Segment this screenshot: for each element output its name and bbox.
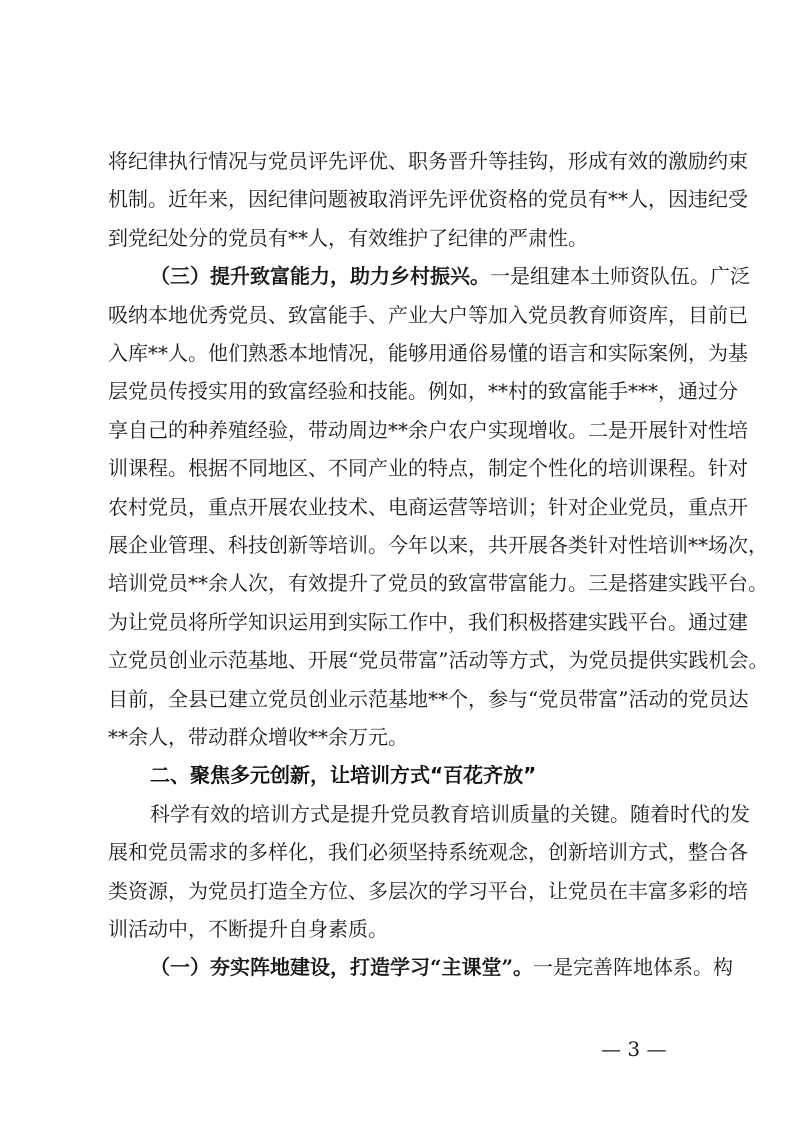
paragraph-line: 机制。近年来，因纪律问题被取消评先评优资格的党员有**人，因违纪受 xyxy=(108,187,748,211)
subsection-lead-line xyxy=(150,261,750,291)
paragraph-text: 一是组建本土师资队伍。广泛 xyxy=(490,264,750,288)
paragraph-line: 层党员传授实用的致富经验和技能。例如，**村的致富能手***，通过分 xyxy=(108,379,738,403)
paragraph-line: 展和党员需求的多样化，我们必须坚持系统观念，创新培训方式，整合各 xyxy=(108,840,748,864)
subsection-lead-line xyxy=(150,952,734,982)
subsection-title: （三）提升致富能力，助力乡村振兴。 xyxy=(150,264,490,288)
paragraph-line: 类资源，为党员打造全方位、多层次的学习平台，让党员在丰富多彩的培 xyxy=(108,879,748,903)
paragraph-line: 入库**人。他们熟悉本地情况，能够用通俗易懂的语言和实际案例，为基 xyxy=(108,341,748,365)
paragraph-line: 吸纳本地优秀党员、致富能手、产业大户等加入党员教育师资库，目前已 xyxy=(108,303,748,327)
paragraph-line: 培训党员**余人次，有效提升了党员的致富带富能力。三是搭建实践平台。 xyxy=(108,571,768,595)
paragraph-line: 训活动中，不断提升自身素质。 xyxy=(108,917,388,941)
paragraph-line: 目前，全县已建立党员创业示范基地**个，参与“党员带富”活动的党员达 xyxy=(108,687,749,711)
paragraph-line: 享自己的种养殖经验，带动周边**余户农户实现增收。二是开展针对性培 xyxy=(108,418,748,442)
section-heading: 二、聚焦多元创新，让培训方式“百花齐放” xyxy=(150,763,537,787)
paragraph-line: 将纪律执行情况与党员评先评优、职务晋升等挂钩，形成有效的激励约束 xyxy=(108,149,748,173)
paragraph-line: 立党员创业示范基地、开展“党员带富”活动等方式，为党员提供实践机会。 xyxy=(108,648,769,672)
paragraph-line: 农村党员，重点开展农业技术、电商运营等培训；针对企业党员，重点开 xyxy=(108,495,748,519)
paragraph-line: 展企业管理、科技创新等培训。今年以来，共开展各类针对性培训**场次， xyxy=(108,533,768,557)
subsection-title: （一）夯实阵地建设，打造学习“主课堂”。 xyxy=(150,955,534,979)
paragraph-line: 科学有效的培训方式是提升党员教育培训质量的关键。随着时代的发 xyxy=(150,802,750,826)
paragraph-line: **余人，带动群众增收**余万元。 xyxy=(108,725,408,749)
paragraph-text: 一是完善阵地体系。构 xyxy=(533,955,734,979)
paragraph-line: 为让党员将所学知识运用到实际工作中，我们积极搭建实践平台。通过建 xyxy=(108,610,748,634)
paragraph-line: 到党纪处分的党员有**人，有效维护了纪律的严肃性。 xyxy=(108,226,588,250)
paragraph-line: 训课程。根据不同地区、不同产业的特点，制定个性化的培训课程。针对 xyxy=(108,456,748,480)
page-number: — 3 — xyxy=(601,1037,667,1061)
